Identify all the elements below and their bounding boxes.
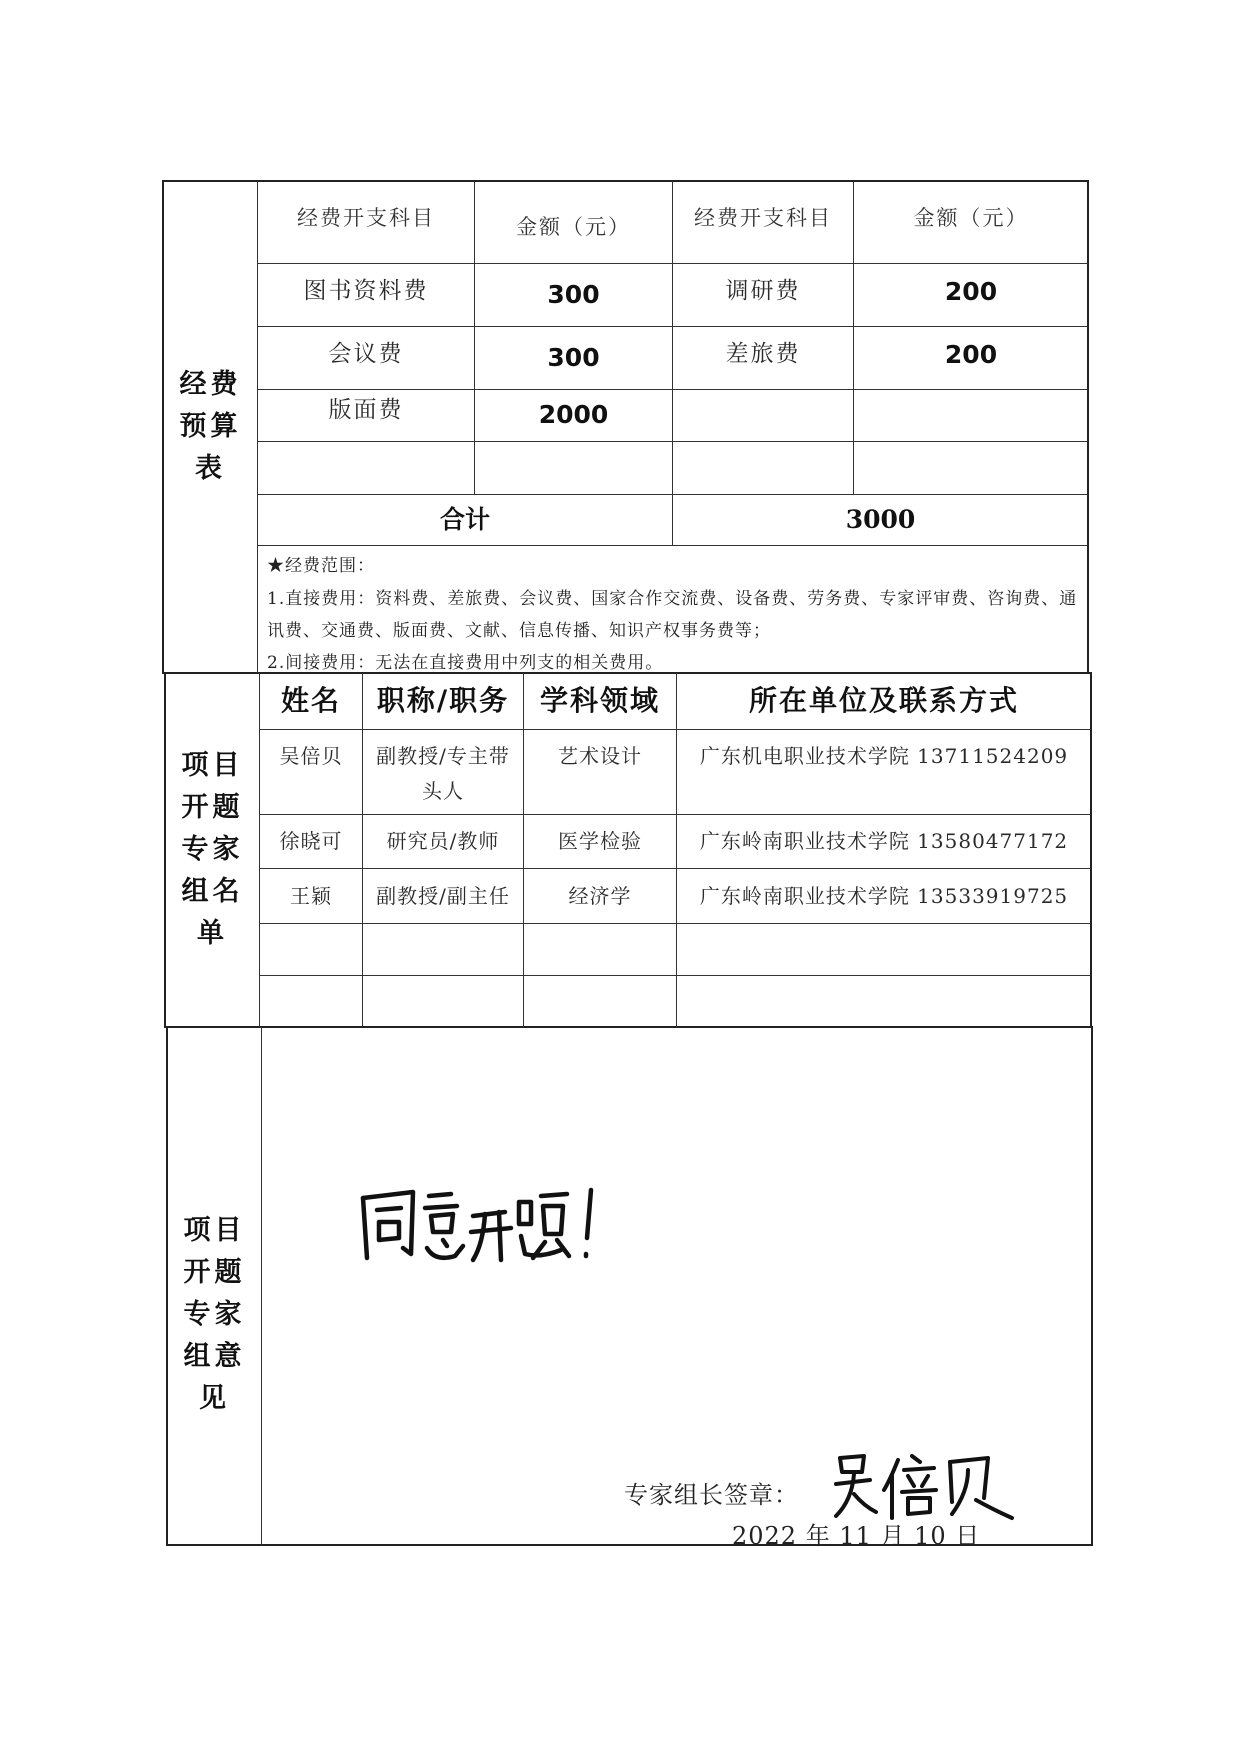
expert-list-side-label: 项目 开题 专家 组名 单 [181,750,244,949]
signature-date: 2022 年 11 月 10 日 [732,1522,981,1550]
budget-header-item-1: 经费开支科目 [297,205,435,230]
expert-title: 研究员/教师 [386,829,500,853]
budget-amount: 300 [547,342,600,372]
expert-title [363,924,523,975]
budget-item: 图书资料费 [303,278,429,305]
budget-amount: 2000 [538,400,609,430]
expert-header-name: 姓名 [280,684,341,718]
expert-name: 徐晓可 [279,829,343,853]
budget-header-amount-1: 金额（元） [516,214,631,239]
expert-name: 王颖 [290,883,332,908]
expert-header-title: 职称/职务 [376,684,510,718]
chief-expert-signature [830,1446,1020,1524]
budget-item: 版面费 [328,396,404,423]
expert-name: 吴倍贝 [279,744,343,768]
expert-field: 医学检验 [558,829,642,853]
budget-item [258,442,474,494]
budget-item: 会议费 [328,341,404,368]
expert-title: 副教授/副主任 [376,883,510,908]
expert-header-field: 学科领域 [539,684,660,718]
budget-total-value: 3000 [845,504,916,534]
budget-scope-line-2: 讯费、交通费、版面费、文献、信息传播、知识产权事务费等； [267,621,771,641]
budget-item: 调研费 [725,278,801,305]
expert-name [260,976,362,1027]
expert-name [260,924,362,975]
budget-item [673,442,853,494]
handwritten-opinion-text: 同意开题！ [355,1176,360,1177]
budget-amount: 200 [944,339,998,369]
budget-header-amount-2: 金额（元） [913,205,1029,230]
expert-contact: 广东机电职业技术学院 13711524209 [699,744,1069,768]
budget-scope-line-3: 2.间接费用：无法在直接费用中列支的相关费用。 [267,653,664,673]
expert-contact: 广东岭南职业技术学院 13533919725 [699,883,1069,908]
budget-amount [854,442,1088,494]
budget-side-label: 经费 预算 表 [179,369,242,484]
budget-header-item-2: 经费开支科目 [694,205,832,230]
budget-amount: 200 [944,276,998,306]
expert-header-contact: 所在单位及联系方式 [748,684,1019,718]
budget-total-label: 合计 [439,504,490,534]
signer-label: 专家组长签章： [624,1481,799,1509]
expert-contact [677,976,1091,1027]
expert-field: 艺术设计 [558,744,642,768]
expert-title: 副教授/专主带 头人 [376,744,510,803]
expert-title [363,976,523,1027]
expert-contact [677,924,1091,975]
expert-contact: 广东岭南职业技术学院 13580477172 [699,829,1069,853]
expert-opinion-side-label: 项目 开题 专家 组意 见 [183,1215,246,1414]
handwritten-opinion [355,1176,605,1276]
budget-amount [854,390,1088,441]
chief-expert-signature-text: 吴倍贝 [830,1446,833,1447]
budget-amount [475,442,672,494]
budget-item [673,390,853,441]
budget-item: 差旅费 [725,341,801,368]
budget-scope-title: ★经费范围： [267,556,375,576]
budget-amount: 300 [547,279,600,309]
expert-field [524,976,676,1027]
expert-field: 经济学 [568,883,632,908]
expert-field [524,924,676,975]
budget-scope-line-1: 1.直接费用：资料费、差旅费、会议费、国家合作交流费、设备费、劳务费、专家评审费、咨询费、通 [267,589,1078,609]
